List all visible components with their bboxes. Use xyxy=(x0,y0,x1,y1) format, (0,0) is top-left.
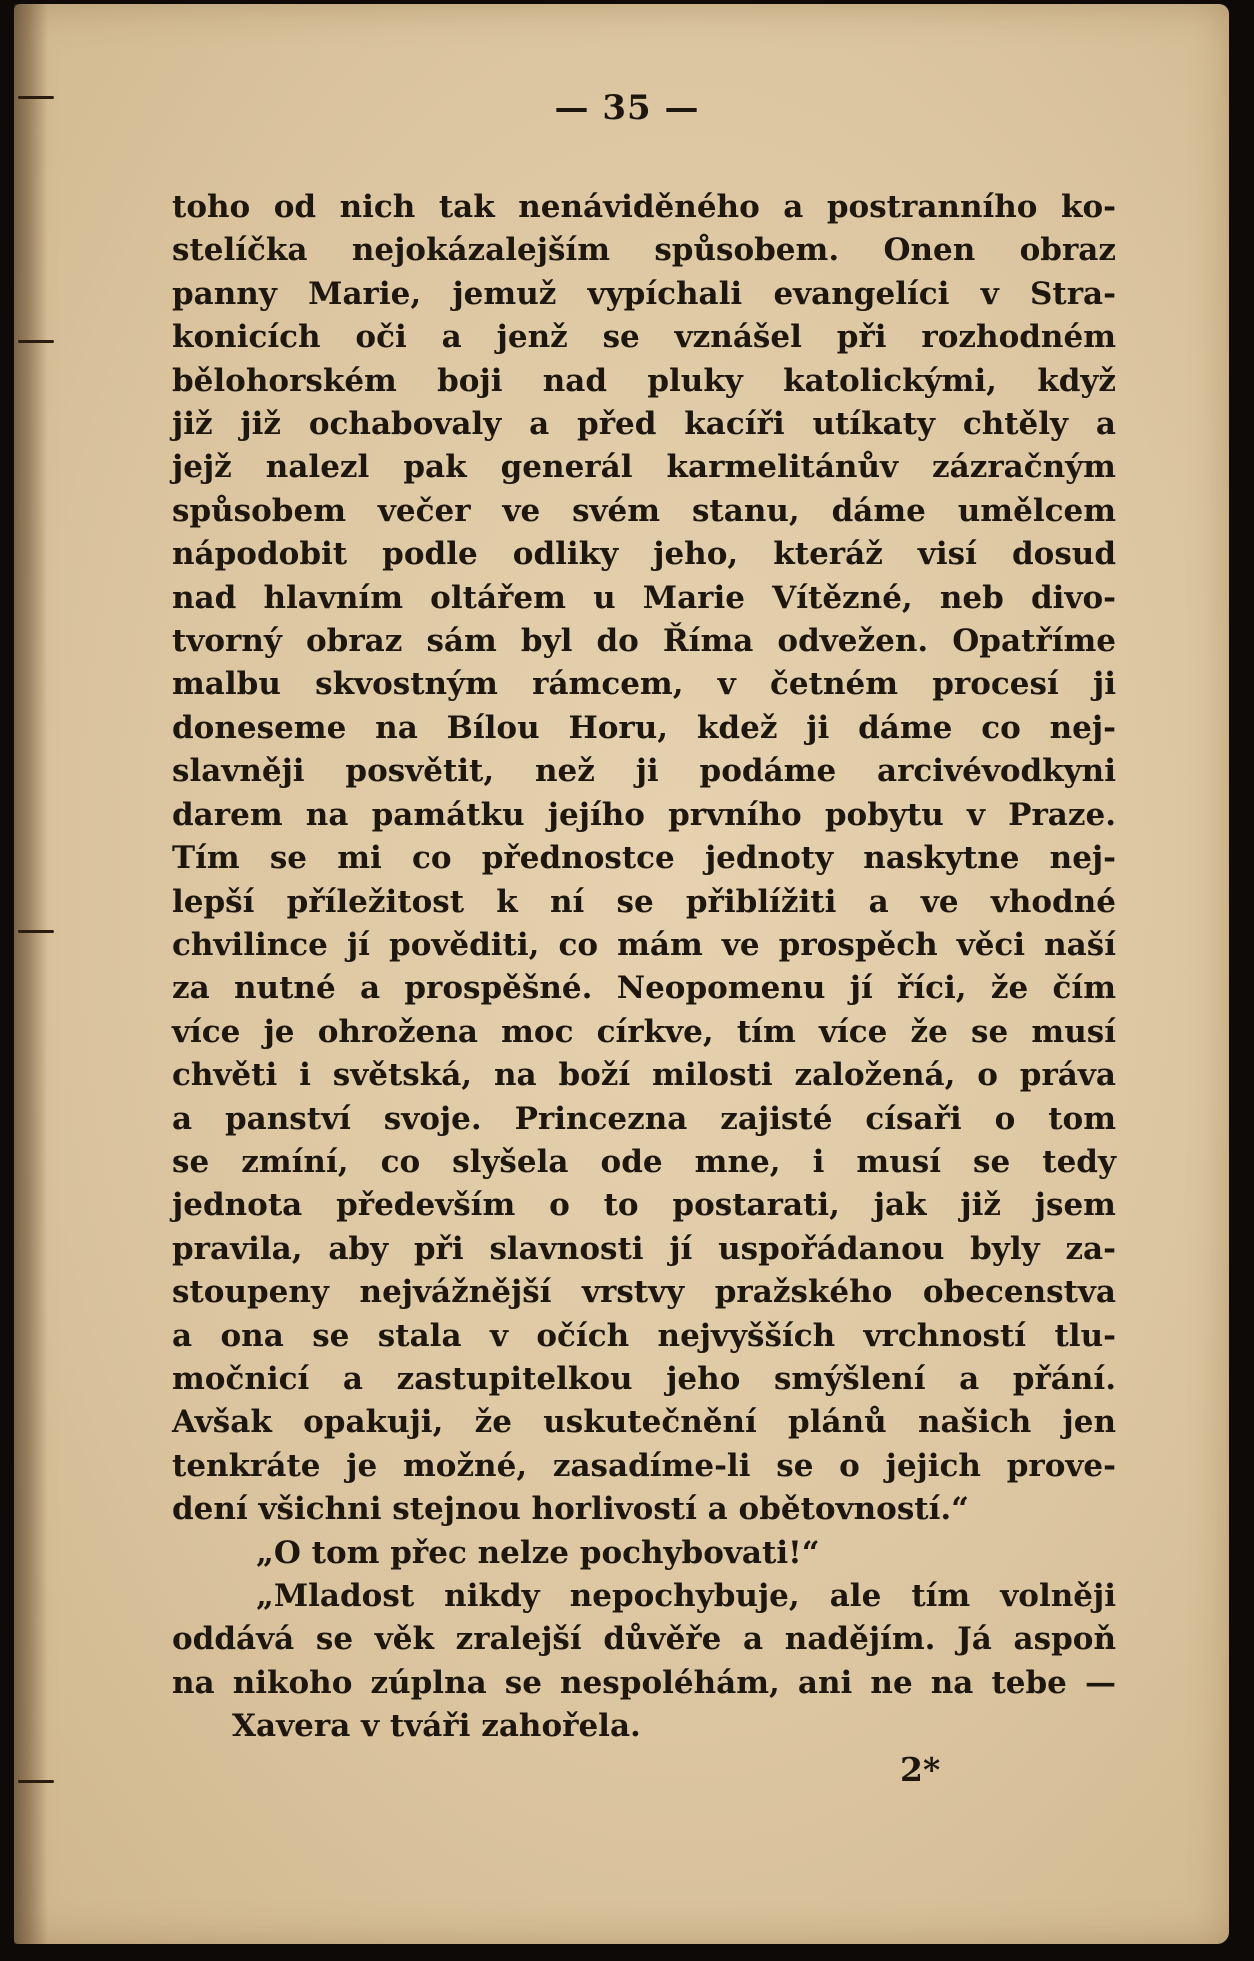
text-line: a panství svoje. Princezna zajisté císaři o tom xyxy=(172,1100,1116,1137)
text-line: Xavera v tváři zahořela. xyxy=(232,1708,641,1745)
printer-signature-mark: 2* xyxy=(900,1750,941,1789)
text-line: nad hlavním oltářem u Marie Vítězné, neb divo- xyxy=(172,579,1116,616)
text-line: chvilince jí pověditi, co mám ve prospěch věci naší xyxy=(172,926,1116,963)
text-line: panny Marie, jemuž vypíchali evangelíci v Stra- xyxy=(172,275,1116,312)
binding-thread-mark xyxy=(18,1780,54,1783)
text-line: oddává se věk zralejší důvěře a nadějím. Já aspoň xyxy=(172,1621,1116,1658)
binding-thread-mark xyxy=(18,930,54,933)
page-number: — 35 — xyxy=(554,88,700,128)
page-binding-edge xyxy=(14,4,48,1944)
text-line: slavněji posvětit, než ji podáme arcivévodkyni xyxy=(172,753,1116,790)
text-line: konicích oči a jenž se vznášel při rozhodném xyxy=(172,319,1116,356)
binding-thread-mark xyxy=(18,340,54,343)
text-line: jejž nalezl pak generál karmelitánův zázračným xyxy=(172,449,1116,486)
text-line: stoupeny nejvážnější vrstvy pražského obecenstva xyxy=(172,1274,1116,1311)
text-line: lepší příležitost k ní se přiblížiti a ve vhodné xyxy=(172,883,1116,920)
text-line: Avšak opakuji, že uskutečnění plánů našich jen xyxy=(172,1404,1116,1441)
text-line: močnicí a zastupitelkou jeho smýšlení a přání. xyxy=(172,1360,1116,1397)
text-line: „Mladost nikdy nepochybuje, ale tím volněji xyxy=(256,1578,1116,1614)
text-line: spůsobem večer ve svém stanu, dáme umělcem xyxy=(172,492,1116,529)
text-line: malbu skvostným rámcem, v četném procesí ji xyxy=(172,666,1116,703)
text-line: pravila, aby při slavnosti jí uspořádanou byly za- xyxy=(172,1230,1116,1267)
text-line: za nutné a prospěšné. Neopomenu jí říci, že čím xyxy=(172,970,1116,1007)
text-line: a ona se stala v očích nejvyšších vrchností tlu- xyxy=(172,1317,1116,1354)
text-line: „O tom přec nelze pochybovati!“ xyxy=(256,1534,820,1571)
text-line: na nikoho zúplna se nespoléhám, ani ne na tebe — xyxy=(172,1664,1116,1701)
text-line: tenkráte je možné, zasadíme-li se o jejich prove- xyxy=(172,1447,1116,1484)
text-line: již již ochabovaly a před kacíři utíkaty chtěly a xyxy=(172,406,1116,443)
body-text xyxy=(172,186,1116,1749)
text-line: toho od nich tak nenáviděného a postranního ko- xyxy=(172,189,1116,225)
text-line: se zmíní, co slyšela ode mne, i musí se tedy xyxy=(172,1143,1116,1180)
text-line: nápodobit podle odliky jeho, kteráž visí dosud xyxy=(172,536,1116,573)
text-line: jednota především o to postarati, jak již jsem xyxy=(172,1187,1116,1224)
text-line: bělohorském boji nad pluky katolickými, když xyxy=(172,362,1116,399)
text-line: stelíčka nejokázalejším spůsobem. Onen obraz xyxy=(172,232,1116,269)
text-line: tvorný obraz sám byl do Říma odvežen. Opatříme xyxy=(172,623,1116,660)
text-line: Tím se mi co přednostce jednoty naskytne nej- xyxy=(172,840,1116,877)
text-line: doneseme na Bílou Horu, kdež ji dáme co nej- xyxy=(172,709,1116,746)
text-line: více je ohrožena moc církve, tím více že se musí xyxy=(172,1013,1116,1050)
text-line: chvěti i světská, na boží milosti založená, o práva xyxy=(172,1057,1116,1094)
text-line: darem na památku jejího prvního pobytu v Praze. xyxy=(172,796,1116,833)
text-line: dení všichni stejnou horlivostí a obětovností.“ xyxy=(172,1491,970,1528)
